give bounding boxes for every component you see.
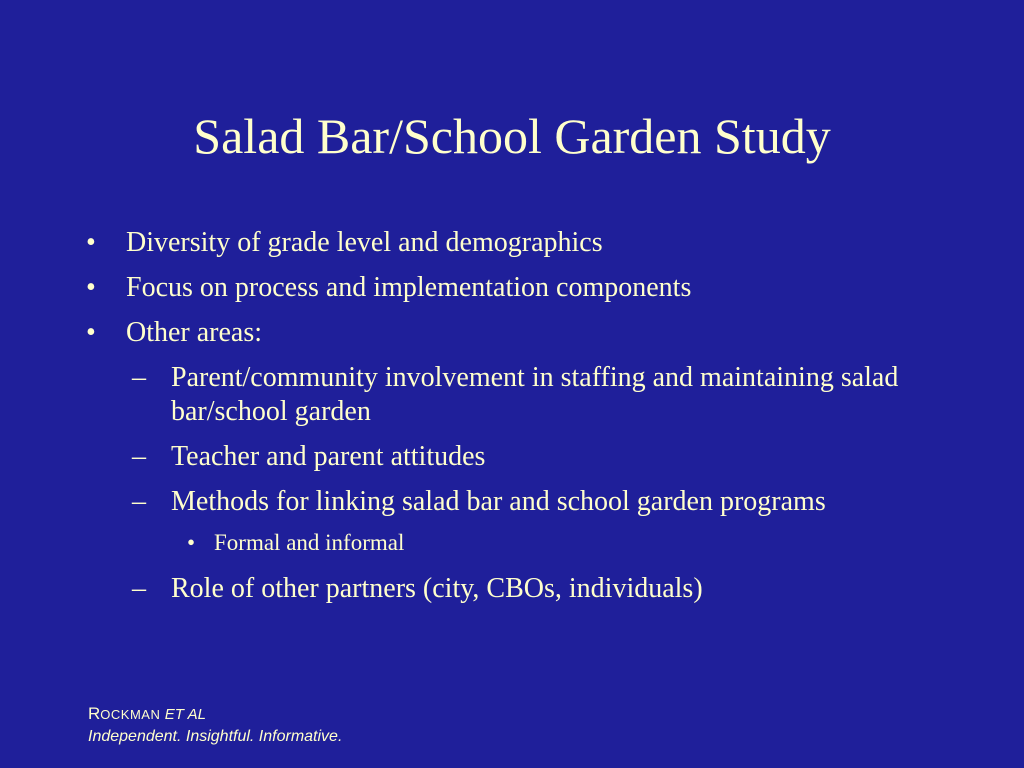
- bullet-item: [86, 271, 946, 305]
- sub-bullet-text: Parent/community involvement in staffing and maintaining salad bar/school garden: [171, 362, 899, 427]
- brand-name: OCKMAN: [100, 707, 161, 722]
- sub-bullet-item: [132, 485, 946, 519]
- sub-sub-bullet-text: Formal and informal: [214, 530, 405, 555]
- slide-title: Salad Bar/School Garden Study: [193, 108, 831, 164]
- dash-marker: –: [132, 441, 146, 472]
- dash-marker: –: [132, 486, 146, 517]
- brand-initial: R: [88, 704, 101, 723]
- bullet-text: Focus on process and implementation components: [126, 272, 692, 303]
- sub-sub-bullet-item: [187, 528, 946, 558]
- bullet-list: [86, 226, 946, 617]
- sub-bullet-text: Teacher and parent attitudes: [171, 441, 486, 472]
- bullet-text: Diversity of grade level and demographics: [126, 227, 603, 258]
- sub-bullet-item: [132, 440, 946, 474]
- bullet-marker: •: [86, 272, 96, 303]
- sub-bullet-text: Methods for linking salad bar and school garden programs: [171, 486, 826, 517]
- bullet-marker: •: [86, 317, 96, 348]
- bullet-item: [86, 316, 946, 350]
- footer-tagline: Independent. Insightful. Informative.: [88, 728, 343, 745]
- sub-bullet-text: Role of other partners (city, CBOs, individuals): [171, 573, 703, 604]
- dash-marker: –: [132, 573, 146, 604]
- bullet-marker: •: [187, 530, 196, 555]
- bullet-marker: •: [86, 227, 96, 258]
- sub-bullet-item: [132, 361, 946, 429]
- bullet-item: [86, 226, 946, 260]
- sub-bullet-item: [132, 572, 946, 606]
- footer-brand: [88, 703, 342, 726]
- brand-suffix: ET AL: [164, 706, 206, 723]
- dash-marker: –: [132, 362, 146, 393]
- bullet-text: Other areas:: [126, 317, 263, 348]
- footer: [88, 703, 342, 748]
